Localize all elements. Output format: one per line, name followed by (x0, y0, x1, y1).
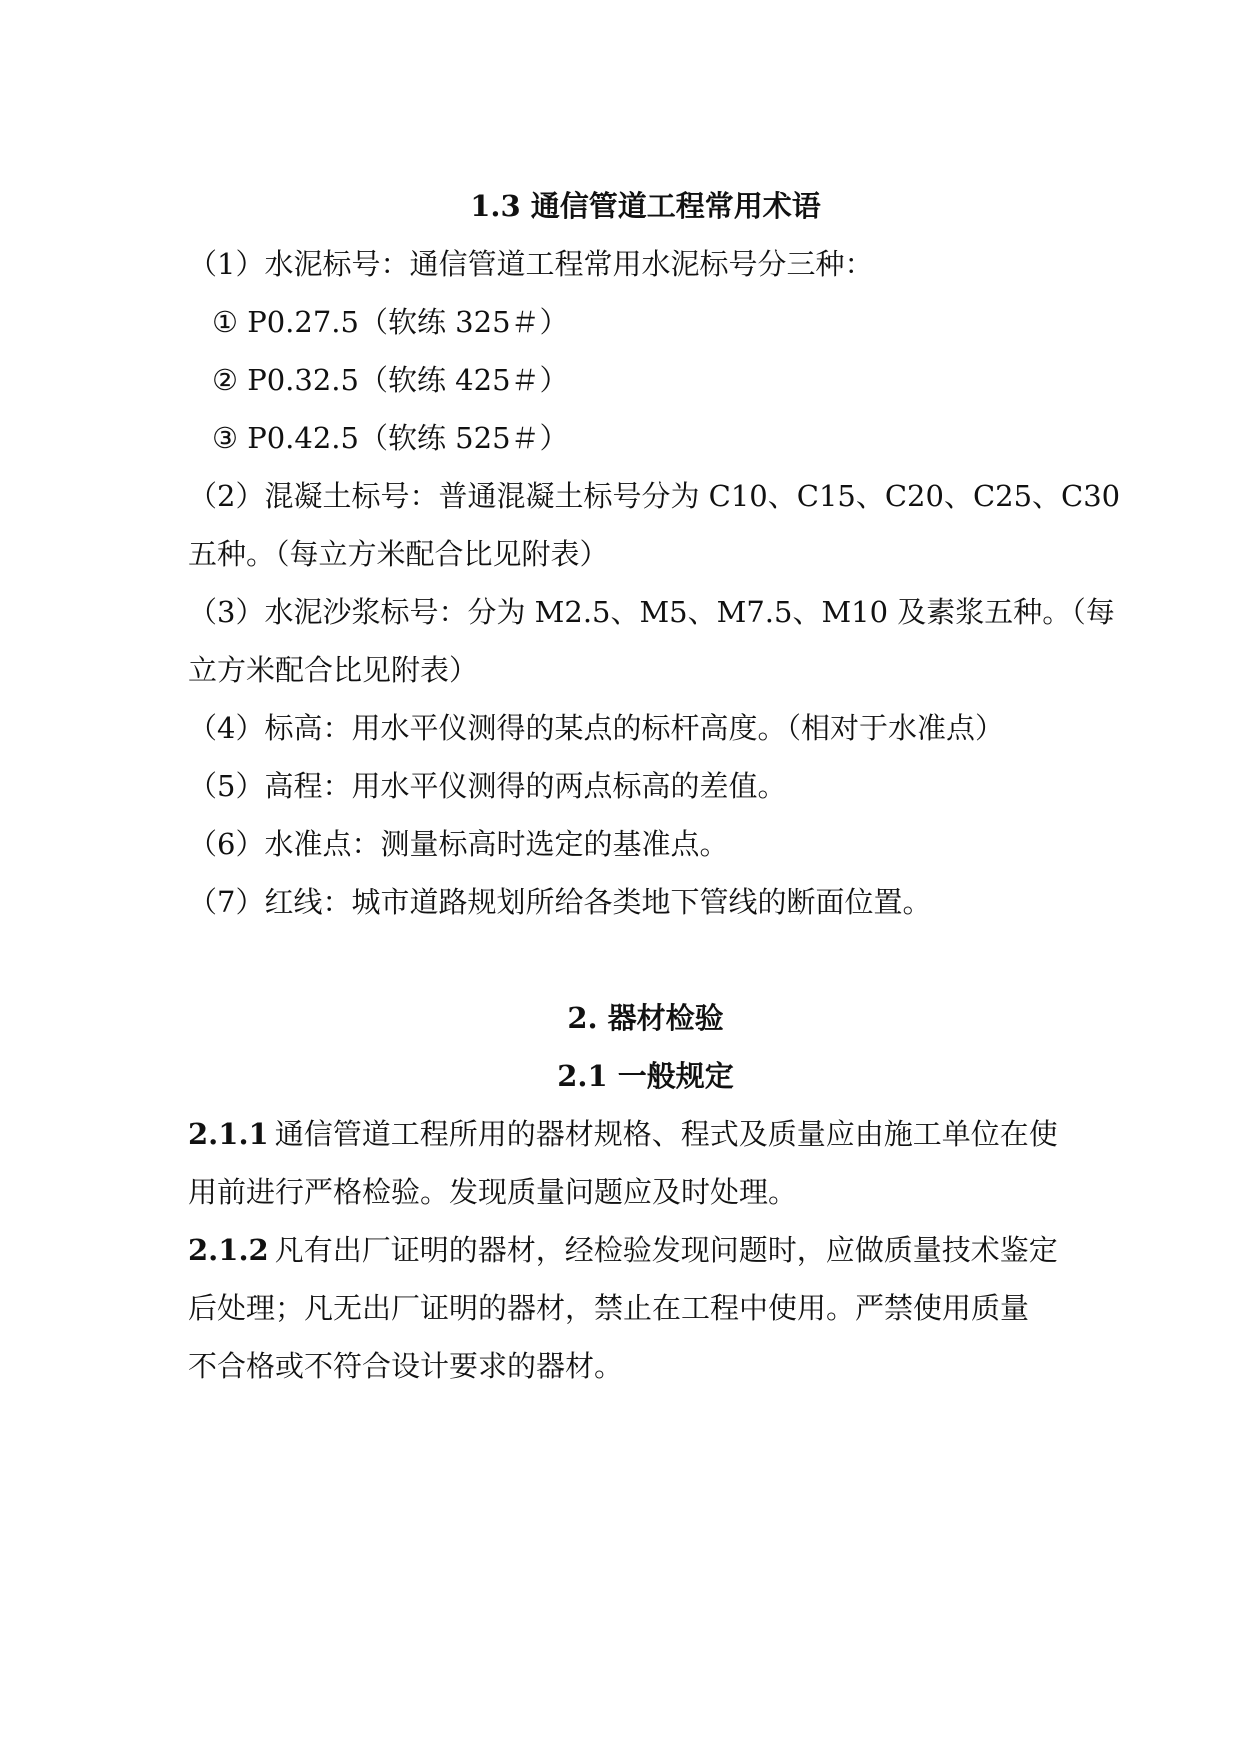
clause-2-1-1-text-1: 通信管道工程所用的器材规格、程式及质量应由施工单位在使 (274, 1117, 1058, 1151)
term-item-7: （7）红线：城市道路规划所给各类地下管线的断面位置。 (188, 885, 932, 919)
clause-2-1-2-line-3: 不合格或不符合设计要求的器材。 (188, 1349, 624, 1383)
term-item-4: （4）标高：用水平仪测得的某点的标杆高度。（相对于水准点） (188, 711, 1004, 745)
term-item-6: （6）水准点：测量标高时选定的基准点。 (188, 827, 729, 861)
term-item-3-line-2: 立方米配合比见附表） (188, 653, 479, 687)
clause-2-1-1-line-1 (188, 1114, 1103, 1154)
term-item-2-line-2: 五种。（每立方米配合比见附表） (188, 537, 609, 571)
cement-grade-3: ③ P0.42.5（软练 525＃） (212, 421, 569, 455)
clause-2-1-2-line-2: 后处理；凡无出厂证明的器材，禁止在工程中使用。严禁使用质量 (188, 1291, 1030, 1325)
clause-2-1-2-number: 2.1.2 (188, 1233, 269, 1267)
term-item-2-line-1: （2）混凝土标号：普通混凝土标号分为 C10、C15、C20、C25、C30 (188, 479, 1121, 513)
clause-2-1-1-line-2: 用前进行严格检验。发现质量问题应及时处理。 (188, 1175, 798, 1209)
term-item-3-line-1: （3）水泥沙浆标号：分为 M2.5、M5、M7.5、M10 及素浆五种。（每 (188, 595, 1115, 629)
clause-2-1-2-line-1 (188, 1230, 1103, 1270)
term-item-1: （1）水泥标号：通信管道工程常用水泥标号分三种： (188, 247, 874, 281)
section-1-3-heading: 1.3 通信管道工程常用术语 (470, 189, 821, 223)
section-2-1-heading: 2.1 一般规定 (557, 1059, 734, 1093)
clause-2-1-1-number: 2.1.1 (188, 1117, 269, 1151)
section-2-heading: 2. 器材检验 (567, 1001, 724, 1035)
term-item-5: （5）高程：用水平仪测得的两点标高的差值。 (188, 769, 787, 803)
cement-grade-1: ① P0.27.5（软练 325＃） (212, 305, 569, 339)
clause-2-1-2-text-1: 凡有出厂证明的器材，经检验发现问题时，应做质量技术鉴定 (274, 1233, 1058, 1267)
cement-grade-2: ② P0.32.5（软练 425＃） (212, 363, 569, 397)
